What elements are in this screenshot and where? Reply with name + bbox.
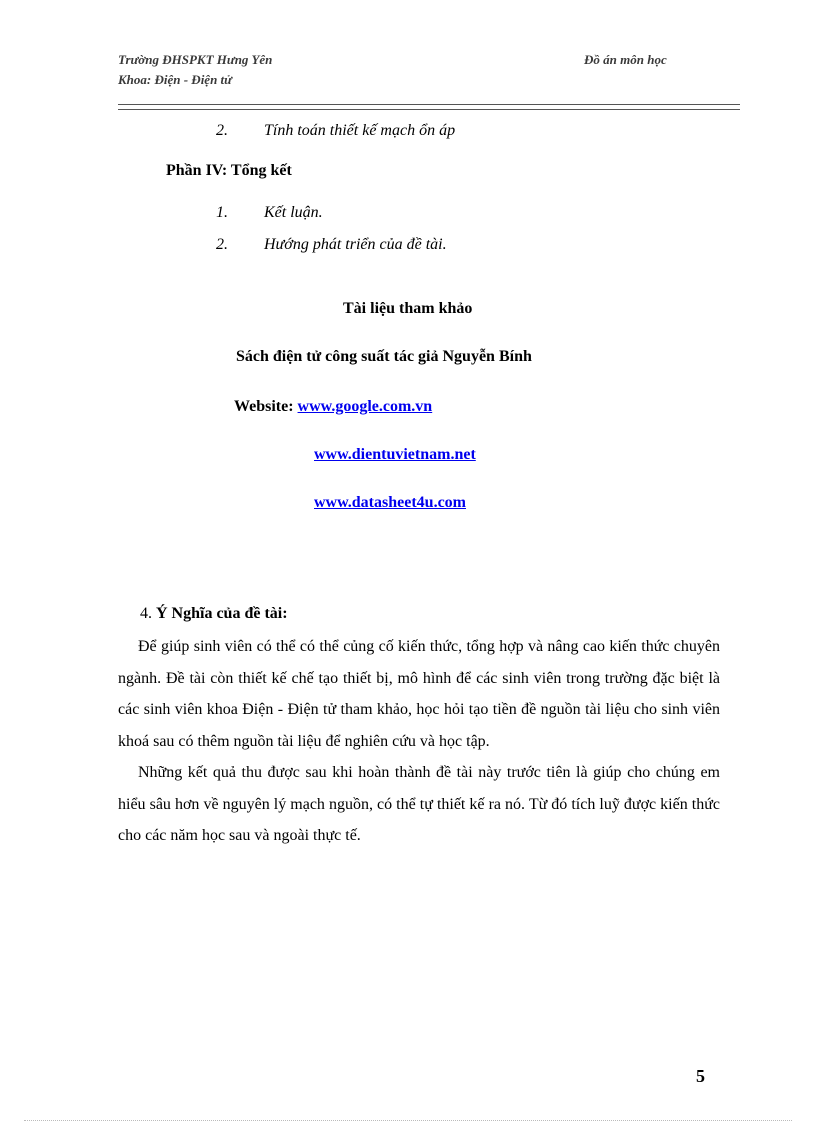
references-link-line <box>314 446 476 464</box>
page-bottom-border <box>24 1120 792 1121</box>
outline-item-number: 1. <box>216 204 228 221</box>
paragraph: Để giúp sinh viên có thể có thể củng cố kiến thức, tổng hợp và nâng cao kiến thức chuyên ngành. Đề tài còn thiết kế chế tạo thiết bị, mô hình để các sinh viên trong trường đặc biệt là các sinh viên khoa Điện - Điện tử tham khảo, học hỏi tạo tiền đề nguồn tài liệu cho sinh viên khoá sau có thêm nguồn tài liệu để nghiên cứu và học tập. <box>118 638 720 750</box>
references-title: Tài liệu tham khảo <box>343 300 473 317</box>
link-google[interactable]: www.google.com.vn <box>297 398 433 415</box>
significance-heading-text: Ý Nghĩa của đề tài: <box>156 605 288 622</box>
part4-title: Phần IV: Tổng kết <box>166 162 292 179</box>
link-datasheet4u[interactable]: www.datasheet4u.com <box>314 494 466 511</box>
outline-item-number: 2. <box>216 236 228 253</box>
references-book: Sách điện tử công suất tác giả Nguyễn Bính <box>236 348 532 365</box>
outline-item-number: 2. <box>216 122 228 139</box>
page-number: 5 <box>696 1066 705 1086</box>
references-website-line <box>234 398 432 416</box>
header-school: Trường ĐHSPKT Hưng Yên <box>118 52 273 67</box>
header-rule <box>118 104 740 110</box>
outline-item-text: Kết luận. <box>264 204 323 221</box>
significance-heading-number: 4. <box>140 605 156 622</box>
outline-item-text: Tính toán thiết kế mạch ổn áp <box>264 122 456 139</box>
website-label: Website: <box>234 398 298 415</box>
references-link-line <box>314 494 466 512</box>
header-project: Đồ án môn học <box>584 52 667 67</box>
header-faculty: Khoa: Điện - Điện tử <box>118 72 232 87</box>
link-dientuvietnam[interactable]: www.dientuvietnam.net <box>314 446 476 463</box>
outline-item-text: Hướng phát triển của đề tài. <box>264 236 447 253</box>
paragraph: Những kết quả thu được sau khi hoàn thành đề tài này trước tiên là giúp cho chúng em hiểu sâu hơn về nguyên lý mạch nguồn, có thể tự thiết kế ra nó. Từ đó tích luỹ được kiến thức cho các năm học sau và ngoài thực tế. <box>118 764 720 844</box>
significance-body <box>118 631 720 852</box>
significance-heading <box>140 605 288 623</box>
